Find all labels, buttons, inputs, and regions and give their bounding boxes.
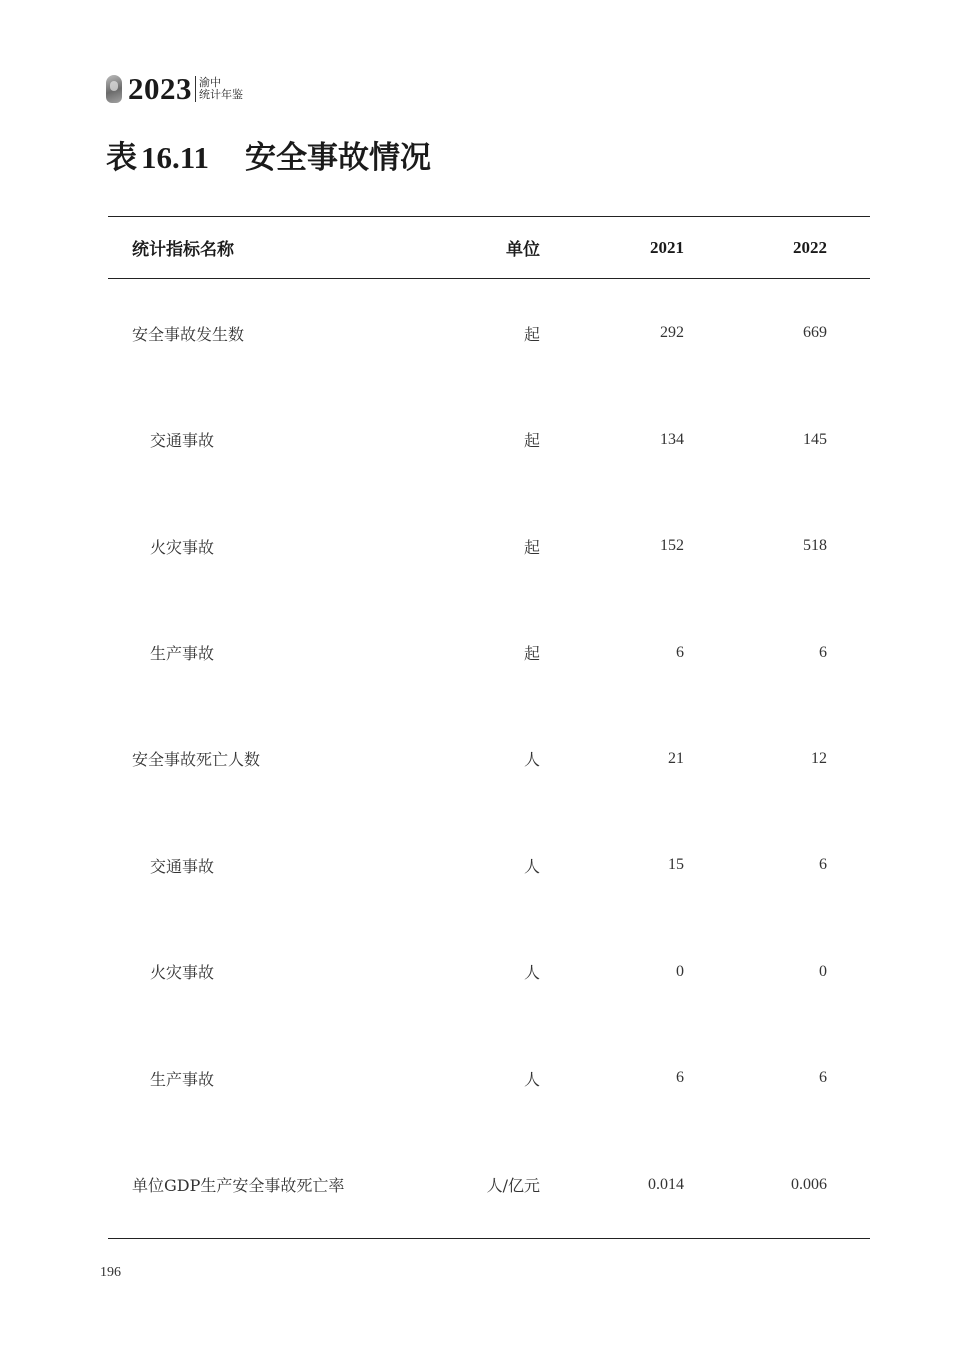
table-title-number: 16.11 — [141, 140, 210, 175]
row-value-2022: 145 — [803, 430, 827, 448]
row-value-2021: 134 — [660, 430, 684, 448]
row-value-2022: 0 — [819, 962, 827, 980]
row-value-2021: 15 — [668, 856, 684, 874]
table-row — [108, 1132, 870, 1238]
row-name: 单位GDP生产安全事故死亡率 — [132, 1176, 345, 1196]
row-unit: 人 — [523, 1069, 540, 1089]
row-name: 火灾事故 — [150, 963, 215, 983]
row-value-2022: 518 — [803, 537, 827, 555]
row-value-2022: 6 — [819, 856, 827, 874]
header-year: 2023 — [128, 71, 192, 106]
row-value-2021: 292 — [660, 324, 684, 342]
table-row — [108, 386, 870, 492]
table-row — [108, 493, 870, 599]
header-brand — [199, 77, 243, 101]
row-value-2021: 6 — [676, 1069, 684, 1087]
row-value-2021: 152 — [660, 537, 684, 555]
row-value-2022: 669 — [803, 324, 827, 342]
header-brand-line2: 统计年鉴 — [199, 88, 243, 101]
table-title-name: 安全事故情况 — [245, 140, 432, 176]
row-unit: 人 — [523, 963, 540, 983]
column-header-unit: 单位 — [506, 240, 540, 260]
row-value-2022: 0.006 — [791, 1175, 827, 1193]
row-value-2021: 6 — [676, 643, 684, 661]
yearbook-logo-icon — [106, 75, 122, 103]
table-row — [108, 599, 870, 705]
row-unit: 起 — [523, 431, 540, 451]
row-name: 安全事故死亡人数 — [132, 750, 261, 770]
row-value-2021: 0 — [676, 962, 684, 980]
row-unit: 人 — [523, 750, 540, 770]
page-number: 196 — [100, 1265, 121, 1280]
table-row — [108, 812, 870, 918]
table-body — [108, 279, 870, 1238]
row-name: 生产事故 — [150, 1069, 215, 1089]
header-divider — [195, 76, 196, 102]
row-unit: 起 — [523, 324, 540, 344]
row-unit: 人/亿元 — [486, 1176, 540, 1196]
row-value-2021: 0.014 — [648, 1175, 684, 1193]
row-unit: 人 — [523, 856, 540, 876]
table-row — [108, 1025, 870, 1131]
statistics-table — [108, 216, 870, 1239]
column-header-2022: 2022 — [793, 237, 827, 257]
column-header-2021: 2021 — [650, 237, 684, 257]
row-name: 安全事故发生数 — [132, 324, 245, 344]
table-header-row — [108, 217, 870, 278]
row-value-2022: 6 — [819, 643, 827, 661]
table-bottom-rule — [108, 1238, 870, 1239]
row-unit: 起 — [523, 644, 540, 664]
table-row — [108, 706, 870, 812]
table-title-prefix: 表 — [106, 140, 137, 176]
row-name: 交通事故 — [150, 431, 215, 451]
row-value-2021: 21 — [668, 749, 684, 767]
table-title — [106, 138, 431, 178]
row-value-2022: 12 — [811, 749, 827, 767]
table-row — [108, 280, 870, 386]
header-brand-line1: 渝中 — [199, 76, 221, 89]
yearbook-header — [106, 72, 243, 106]
row-name: 交通事故 — [150, 856, 215, 876]
row-name: 生产事故 — [150, 644, 215, 664]
row-value-2022: 6 — [819, 1069, 827, 1087]
table-row — [108, 919, 870, 1025]
row-name: 火灾事故 — [150, 537, 215, 557]
column-header-name: 统计指标名称 — [132, 240, 234, 260]
row-unit: 起 — [523, 537, 540, 557]
